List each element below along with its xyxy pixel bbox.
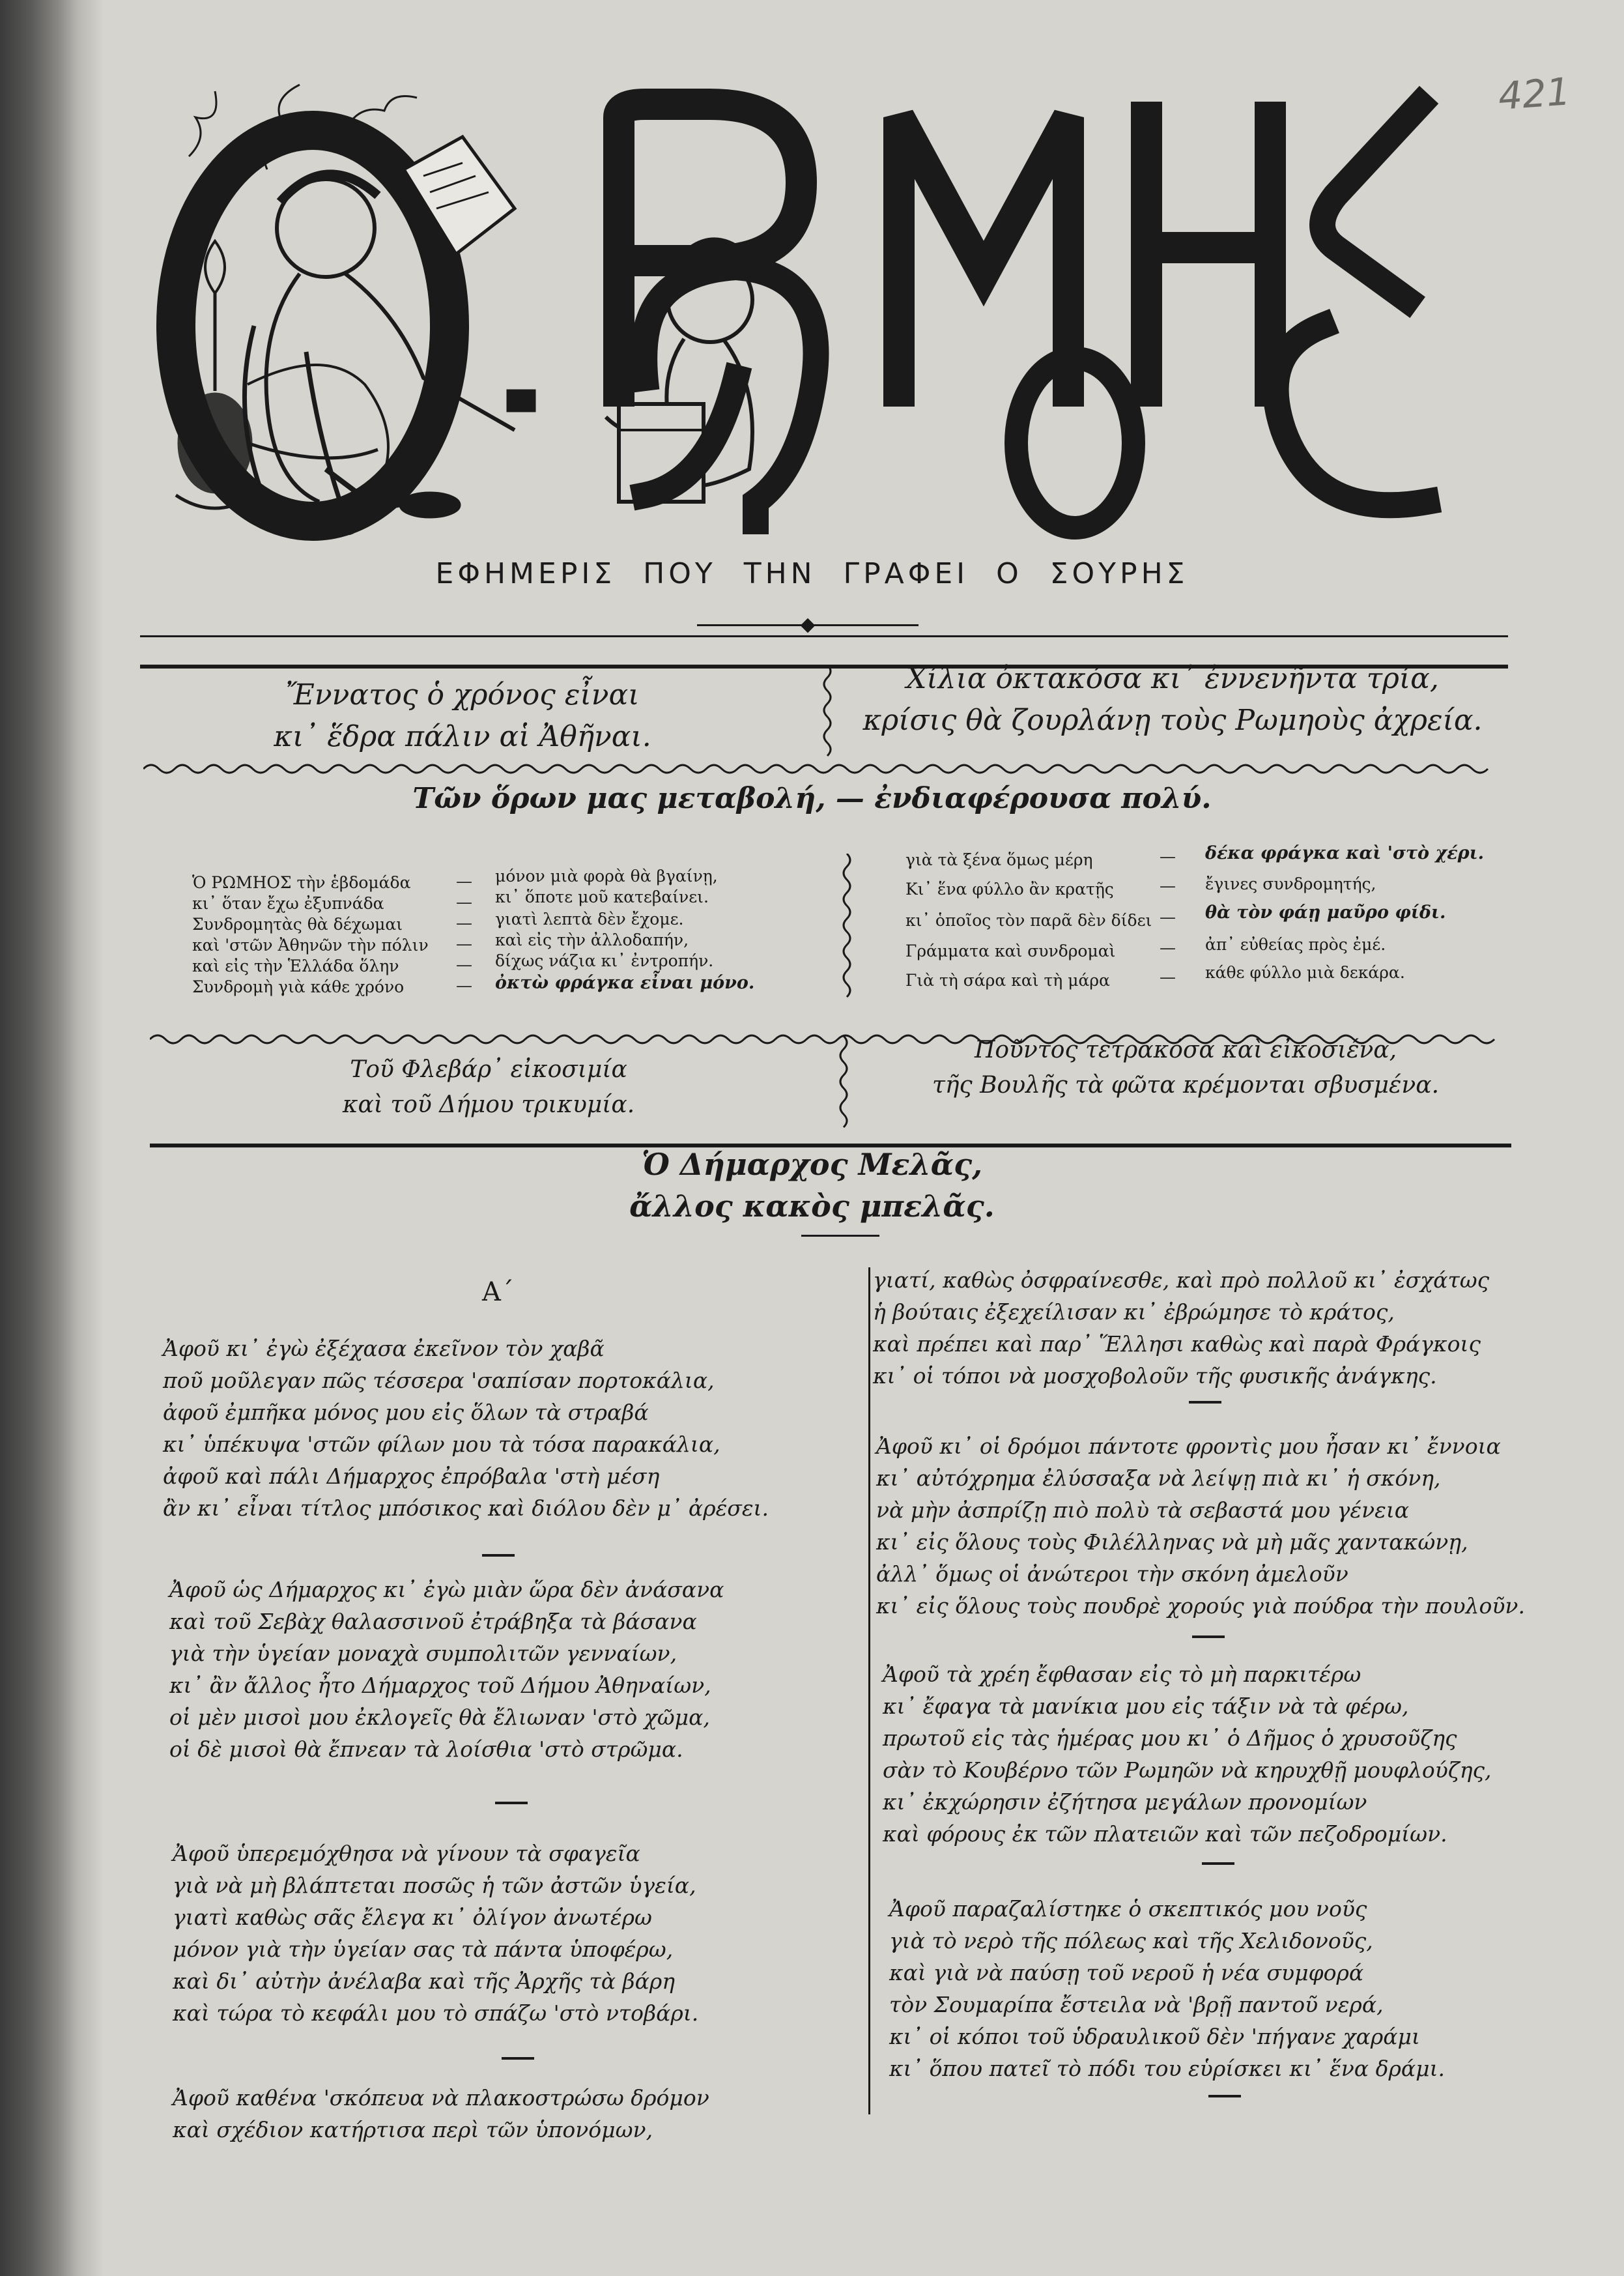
terms-right-row-4-dash: — [1160, 938, 1176, 957]
stanza-line: ἡ βούταις ἐξεχείλισαν κι᾿ ἐβρώμησε τὸ κράτος, [873, 1299, 1395, 1325]
terms-right-row-1-a: γιὰ τὰ ξένα ὅμως μέρη [905, 850, 1093, 869]
terms-left-row-4-a: καὶ 'στῶν Ἀθηνῶν τὴν πόλιν [192, 936, 429, 955]
stanza-line: κι᾿ οἱ τόποι νὰ μοσχοβολοῦν τῆς φυσικῆς ἀνάγκης. [873, 1363, 1437, 1389]
stanza-line: γιὰ τὸ νερὸ τῆς πόλεως καὶ τῆς Χελιδονοῦς, [889, 1928, 1373, 1953]
stanza-line: Ἀφοῦ κι᾿ οἱ δρόμοι πάντοτε φροντὶς μου ἦσαν κι᾿ ἔννοια [876, 1433, 1501, 1459]
terms-left-row-1-dash: — [456, 872, 472, 891]
terms-left-row-6-b: ὀκτὼ φράγκα εἶναι μόνο. [495, 973, 755, 993]
terms-left-row-1-b: μόνον μιὰ φορὰ θὰ βγαίνῃ, [495, 867, 718, 886]
stanza-separator [1208, 2095, 1241, 2097]
left-stanza-3 [173, 1837, 698, 2029]
bottom-box-left-line-1: Τοῦ Φλεβάρ᾿ εἰκοσιμία [350, 1056, 627, 1083]
stanza-line: Ἀφοῦ τὰ χρέη ἔφθασαν εἰς τὸ μὴ παρκιτέρω [883, 1662, 1361, 1687]
terms-right-row-2-a: Κι᾿ ἕνα φύλλο ἂν κρατῇς [905, 880, 1114, 899]
stanza-line: Ἀφοῦ ὡς Δήμαρχος κι᾿ ἐγὼ μιὰν ὥρα δὲν ἀνάσανα [169, 1577, 724, 1602]
right-stanza-4 [889, 1893, 1445, 2084]
stanza-separator [1192, 1635, 1225, 1638]
section-mark: Α΄ [482, 1277, 514, 1307]
terms-right-row-3-a: κι᾿ ὁποῖος τὸν παρᾶ δὲν δίδει [905, 911, 1152, 930]
article-title [0, 1144, 1624, 1227]
stanza-separator [1202, 1862, 1234, 1865]
terms-right-row-4-a: Γράμματα καὶ συνδρομαὶ [905, 942, 1116, 960]
terms-left-row-2-dash: — [456, 893, 472, 912]
top-box-left-line-2: κι᾿ ἕδρα πάλιν αἱ Ἀθῆναι. [274, 720, 651, 753]
terms-divider [837, 854, 857, 1003]
top-box-rule-upper [140, 635, 1508, 637]
column-divider [868, 1267, 870, 2114]
stanza-line: ἀφοῦ καὶ πάλι Δήμαρχος ἐπρόβαλα 'στὴ μέση [163, 1463, 660, 1489]
right-stanza-3 [883, 1658, 1491, 1850]
stanza-line: Ἀφοῦ κι᾿ ἐγὼ ἐξέχασα ἐκεῖνον τὸν χαβᾶ [163, 1336, 605, 1361]
stanza-line: οἱ δὲ μισοὶ θὰ ἔπνεαν τὰ λοίσθια 'στὸ στρῶμα. [169, 1736, 683, 1762]
bottom-box-left [195, 1052, 782, 1123]
terms-right-row-1-dash: — [1160, 847, 1176, 866]
terms-right-row-3-b: θὰ τὸν φάῃ μαῦρο φίδι. [1205, 902, 1446, 923]
stanza-line: κι᾿ ἂν ἄλλος ἦτο Δήμαρχος τοῦ Δήμου Ἀθηναίων, [169, 1673, 711, 1698]
terms-left-row-5-b: δίχως νάζια κι᾿ ἐντροπήν. [495, 951, 714, 970]
stanza-line: Ἀφοῦ παραζαλίστηκε ὁ σκεπτικός μου νοῦς [889, 1896, 1367, 1922]
stanza-line: κι᾿ εἰς ὅλους τοὺς πουδρὲ χορούς γιὰ πούδρα τὴν πουλοῦν. [876, 1593, 1525, 1619]
terms-right-row-3-dash: — [1160, 908, 1176, 927]
top-box-divider [818, 665, 837, 762]
article-title-line-2: ἄλλος κακὸς μπελᾶς. [629, 1188, 995, 1224]
stanza-line: κι᾿ εἰς ὅλους τοὺς Φιλέλληνας νὰ μὴ μᾶς χαντακώνῃ, [876, 1529, 1468, 1555]
title-letter-eta [1147, 117, 1270, 391]
top-box-right [853, 658, 1492, 742]
stanza-line: πρωτοῦ εἰς τὰς ἡμέρας μου κι᾿ ὁ Δῆμος ὁ χρυσοῦζης [883, 1725, 1457, 1751]
stanza-separator [1189, 1401, 1221, 1404]
title-letter-sigma [1276, 104, 1427, 505]
terms-left-row-2-a: κι᾿ ὅταν ἔχω ἐξυπνάδα [192, 894, 384, 913]
terms-left-row-4-dash: — [456, 934, 472, 953]
stanza-line: κι᾿ ἐκχώρησιν ἐζήτησα μεγάλων προνομίων [883, 1789, 1367, 1815]
bottom-box-right-line-1: Ποῦντος τετρακόσα καὶ εἰκοσιένα, [974, 1037, 1397, 1063]
stanza-line: ἀφοῦ ἐμπῆκα μόνος μου εἰς ὅλων τὰ στραβά [163, 1400, 649, 1425]
terms-left-row-6-a: Συνδρομὴ γιὰ κάθε χρόνο [192, 977, 405, 996]
terms-right-row-2-b: ἔγινες συνδρομητής, [1205, 874, 1376, 893]
terms-left-row-5-dash: — [456, 955, 472, 974]
stanza-line: Ἀφοῦ ὑπερεμόχθησα νὰ γίνουν τὰ σφαγεῖα [173, 1841, 640, 1866]
terms-left-row-3-a: Συνδρομητὰς θὰ δέχωμαι [192, 915, 403, 934]
stanza-line: γιατὶ καθὼς σᾶς ἔλεγα κι᾿ ὀλίγον ἀνωτέρω [173, 1905, 652, 1930]
stanza-line: τὸν Σουμαρίπα ἔστειλα νὰ 'βρῇ παντοῦ νερά, [889, 1992, 1384, 2017]
left-stanza-1 [163, 1332, 769, 1524]
left-stanza-4 [173, 2082, 709, 2146]
terms-left-row-2-b: κι᾿ ὅποτε μοῦ κατεβαίνει. [495, 887, 709, 906]
terms-right-row-4-b: ἀπ᾿ εὐθείας πρὸς ἐμέ. [1205, 935, 1386, 954]
stanza-line: κι᾿ οἱ κόποι τοῦ ὑδραυλικοῦ δὲν 'πήγανε χαράμι [889, 2024, 1420, 2049]
masthead [150, 78, 1505, 547]
binding-shadow [78, 0, 104, 2276]
stanza-line: γιατί, καθὼς ὀσφραίνεσθε, καὶ πρὸ πολλοῦ κι᾿ ἐσχάτως [873, 1267, 1490, 1293]
terms-left-row-3-b: γιατὶ λεπτὰ δὲν ἔχομε. [495, 910, 684, 929]
stanza-line: ἀλλ᾿ ὅμως οἱ ἀνώτεροι τὴν σκόνη ἀμελοῦν [876, 1561, 1348, 1587]
stanza-line: κι᾿ αὐτόχρημα ἐλύσσαξα νὰ λείψῃ πιὰ κι᾿ ἡ σκόνη, [876, 1465, 1441, 1491]
title-letter-mu [899, 117, 1068, 391]
terms-left-row-4-b: καὶ εἰς τὴν ἀλλοδαπήν, [495, 930, 689, 949]
tagline: ΕΦΗΜΕΡΙΣ ΠΟΥ ΤΗΝ ΓΡΑΦΕΙ Ο ΣΟΥΡΗΣ [435, 557, 1189, 590]
terms-left-row-5-a: καὶ εἰς τὴν Ἑλλάδα ὅλην [192, 957, 399, 975]
bottom-box-right-line-2: τῆς Βουλῆς τὰ φῶτα κρέμονται σβυσμένα. [932, 1072, 1440, 1099]
bottom-box-right [866, 1033, 1505, 1103]
stanza-line: γιὰ τὴν ὑγείαν μοναχὰ συμπολιτῶν γενναίων, [169, 1641, 677, 1666]
stanza-line: κι᾿ ἔφαγα τὰ μανίκια μου εἰς τάξιν νὰ τὰ φέρω, [883, 1693, 1409, 1719]
stanza-line: καὶ τώρα τὸ κεφάλι μου τὸ σπάζω 'στὸ ντοβάρι. [173, 2000, 699, 2026]
top-box-left [189, 674, 736, 758]
stanza-line: καὶ πρέπει καὶ παρ᾿ Ἕλλησι καθὼς καὶ παρὰ Φράγκοις [873, 1331, 1481, 1357]
stanza-line: οἱ μὲν μισοὶ μου ἐκλογεῖς θὰ ἔλιωναν 'στὸ χῶμα, [169, 1705, 710, 1730]
page-number: 421 [1496, 69, 1572, 119]
top-box-right-line-1: Χίλια ὀκτακόσα κι᾿ ἐννενῆντα τρία, [906, 662, 1439, 695]
stanza-line: ἂν κι᾿ εἶναι τίτλος μπόσικος καὶ διόλου δὲν μ᾿ ἀρέσει. [163, 1495, 769, 1521]
stanza-line: σὰν τὸ Κουβέρνο τῶν Ρωμηῶν νὰ κηρυχθῇ μουφλούζης, [883, 1757, 1492, 1783]
stanza-line: νὰ μὴν ἀσπρίζῃ πιὸ πολὺ τὰ σεβαστά μου γένεια [876, 1497, 1410, 1523]
stanza-line: καὶ φόρους ἐκ τῶν πλατειῶν καὶ τῶν πεζοδρομίων. [883, 1821, 1447, 1847]
terms-right-row-5-dash: — [1160, 968, 1176, 987]
right-stanza-1 [873, 1264, 1489, 1392]
terms-right-row-5-b: κάθε φύλλο μιὰ δεκάρα. [1205, 963, 1405, 982]
terms-right-row-5-a: Γιὰ τὴ σάρα καὶ τὴ μάρα [905, 971, 1110, 990]
stanza-line: καὶ σχέδιον κατήρτισα περὶ τῶν ὑπονόμων, [173, 2117, 653, 2142]
terms-right-row-2-dash: — [1160, 876, 1176, 895]
left-stanza-2 [169, 1574, 724, 1765]
stanza-separator [495, 1802, 528, 1804]
stanza-line: κι᾿ ὅπου πατεῖ τὸ πόδι του εὑρίσκει κι᾿ ἕνα δράμι. [889, 2056, 1446, 2081]
stanza-line: ποῦ μοῦλεγαν πῶς τέσσερα 'σαπίσαν πορτοκάλια, [163, 1368, 715, 1393]
stanza-line: καὶ τοῦ Σεβὰχ θαλασσινοῦ ἐτράβηξα τὰ βάσανα [169, 1609, 697, 1634]
bottom-box-left-line-2: καὶ τοῦ Δήμου τρικυμία. [342, 1091, 635, 1118]
stanza-line: Ἀφοῦ καθένα 'σκόπευα νὰ πλακοστρώσω δρόμον [173, 2085, 709, 2110]
bottom-box-divider [834, 1036, 853, 1134]
terms-right-row-1-b: δέκα φράγκα καὶ 'στὸ χέρι. [1205, 843, 1485, 863]
article-title-rule [801, 1235, 879, 1237]
terms-left-row-6-dash: — [456, 976, 472, 995]
ornament-diamond [801, 618, 816, 633]
top-box-left-line-1: Ἔννατος ὁ χρόνος εἶναι [285, 678, 640, 712]
stanza-line: γιὰ νὰ μὴ βλάπτεται ποσῶς ἡ τῶν ἀστῶν ὑγεία, [173, 1873, 696, 1898]
stanza-line: καὶ δι᾿ αὐτὴν ἀνέλαβα καὶ τῆς Ἀρχῆς τὰ βάρη [173, 1968, 676, 1994]
stanza-line: καὶ γιὰ νὰ παύσῃ τοῦ νεροῦ ἡ νέα συμφορά [889, 1960, 1364, 1985]
terms-title: Τῶν ὅρων μας μεταβολή, — ἐνδιαφέρουσα πολύ. [412, 782, 1212, 815]
stanza-separator [482, 1554, 515, 1557]
top-box-right-line-2: κρίσις θὰ ζουρλάνῃ τοὺς Ρωμηοὺς ἀχρεία. [862, 704, 1483, 737]
top-box-wavy-bottom [143, 759, 1511, 779]
stanza-separator [502, 2057, 534, 2060]
stanza-line: μόνον γιὰ τὴν ὑγείαν σας τὰ πάντα ὑποφέρω, [173, 1937, 674, 1962]
binding-spine [0, 0, 78, 2276]
terms-left-row-1-a: Ὁ ΡΩΜΗΟΣ τὴν ἑβδομάδα [192, 873, 411, 892]
article-title-line-1: Ὁ Δήμαρχος Μελᾶς, [641, 1147, 983, 1182]
terms-left-row-3-dash: — [456, 914, 472, 932]
stanza-line: κι᾿ ὑπέκυψα 'στῶν φίλων μου τὰ τόσα παρακάλια, [163, 1432, 720, 1457]
right-stanza-2 [876, 1430, 1525, 1622]
